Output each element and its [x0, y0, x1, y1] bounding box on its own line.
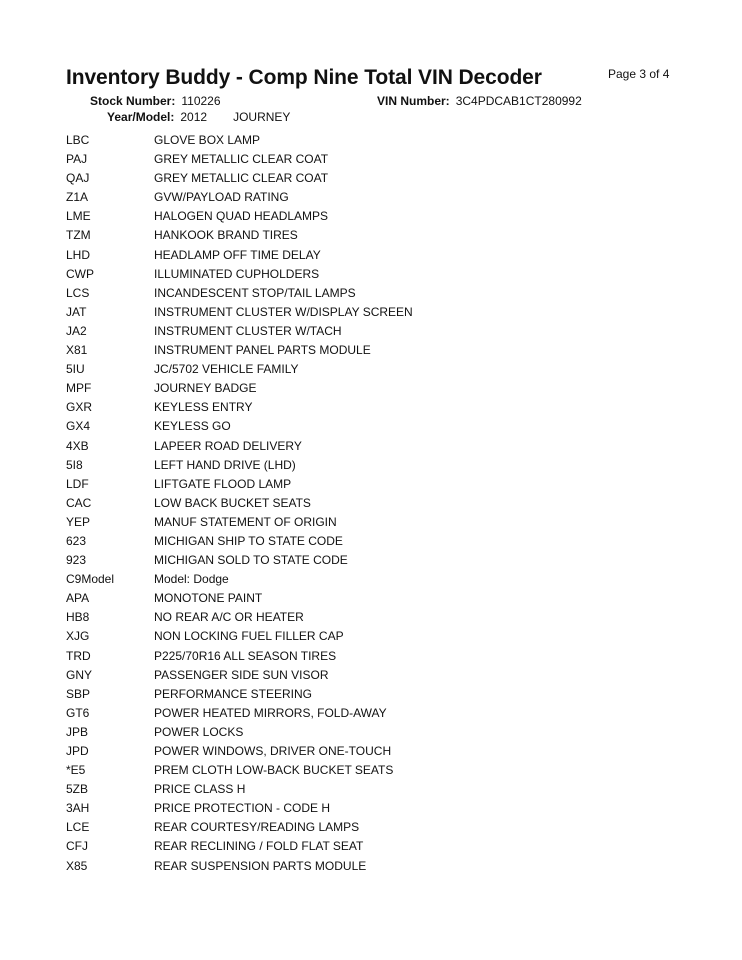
option-description: POWER HEATED MIRRORS, FOLD-AWAY: [154, 705, 387, 720]
vin-number-label: VIN Number:: [377, 94, 450, 108]
option-code: LBC: [66, 133, 90, 147]
option-code: TRD: [66, 648, 91, 663]
option-code: Z1A: [66, 190, 89, 205]
option-code-list: [66, 131, 413, 876]
list-item: [66, 341, 413, 360]
option-description: INSTRUMENT PANEL PARTS MODULE: [154, 343, 371, 358]
stock-number: [90, 94, 221, 108]
option-description: LAPEER ROAD DELIVERY: [154, 438, 302, 453]
list-item: [66, 818, 413, 837]
list-item: [66, 704, 413, 723]
year-model-label: Year/Model:: [107, 110, 175, 124]
option-description: HANKOOK BRAND TIRES: [154, 228, 298, 243]
option-code: LME: [66, 209, 91, 224]
option-description: PRICE PROTECTION - CODE H: [154, 801, 331, 816]
option-code: JAT: [66, 304, 87, 319]
option-code: GT6: [66, 705, 90, 720]
list-item: [66, 226, 413, 245]
option-description: INSTRUMENT CLUSTER W/TACH: [154, 323, 342, 338]
list-item: [66, 150, 413, 169]
option-code: HB8: [66, 610, 90, 625]
list-item: [66, 303, 413, 322]
list-item: [66, 666, 413, 685]
list-item: [66, 417, 413, 436]
list-item: [66, 456, 413, 475]
option-code: JPB: [66, 724, 89, 739]
option-description: JC/5702 VEHICLE FAMILY: [154, 362, 299, 377]
option-description: INSTRUMENT CLUSTER W/DISPLAY SCREEN: [154, 304, 413, 319]
list-item: [66, 513, 413, 532]
option-description: MICHIGAN SOLD TO STATE CODE: [154, 553, 348, 568]
list-item: [66, 761, 413, 780]
list-item: [66, 398, 413, 417]
list-item: [66, 799, 413, 818]
option-description: P225/70R16 ALL SEASON TIRES: [154, 648, 337, 663]
vin-number: [377, 94, 582, 108]
list-item: [66, 169, 413, 188]
option-code: 5I8: [66, 457, 83, 472]
vin-number-value: 3C4PDCAB1CT280992: [455, 94, 582, 108]
option-code: LCE: [66, 820, 90, 835]
option-code: 623: [66, 533, 87, 548]
list-item: [66, 131, 413, 150]
option-code: LCS: [66, 285, 90, 300]
option-description: Model: Dodge: [154, 572, 229, 587]
option-description: PASSENGER SIDE SUN VISOR: [154, 667, 329, 682]
option-code: 3AH: [66, 801, 90, 816]
list-item: [66, 360, 413, 379]
list-item: [66, 857, 413, 876]
option-description: PERFORMANCE STEERING: [154, 686, 313, 701]
option-code: 4XB: [66, 438, 89, 453]
option-description: PRICE CLASS H: [154, 782, 246, 797]
model-value: JOURNEY: [233, 110, 291, 124]
list-item: [66, 188, 413, 207]
option-description: POWER LOCKS: [154, 724, 244, 739]
page-number: Page 3 of 4: [608, 67, 670, 81]
option-description: MANUF STATEMENT OF ORIGIN: [154, 514, 337, 529]
option-description: LIFTGATE FLOOD LAMP: [154, 476, 292, 491]
option-description: HALOGEN QUAD HEADLAMPS: [154, 209, 329, 224]
option-description: POWER WINDOWS, DRIVER ONE-TOUCH: [154, 744, 392, 758]
list-item: [66, 742, 413, 761]
list-item: [66, 284, 413, 303]
document-title: Inventory Buddy - Comp Nine Total VIN Decoder: [66, 66, 542, 89]
option-code: TZM: [66, 228, 91, 243]
option-code: APA: [66, 591, 90, 606]
option-code: 5ZB: [66, 782, 89, 797]
list-item: [66, 589, 413, 608]
option-code: X85: [66, 858, 88, 873]
option-code: 5IU: [66, 362, 85, 377]
option-code: *E5: [66, 763, 86, 778]
option-description: KEYLESS GO: [154, 419, 231, 434]
option-code: 923: [66, 553, 87, 568]
list-item: [66, 647, 413, 666]
year-model: [107, 110, 290, 124]
option-code: GNY: [66, 667, 93, 682]
list-item: [66, 322, 413, 341]
list-item: [66, 551, 413, 570]
option-description: JOURNEY BADGE: [154, 381, 257, 396]
list-item: [66, 780, 413, 799]
option-code: CAC: [66, 495, 92, 510]
year-value: 2012: [180, 110, 208, 124]
option-description: MICHIGAN SHIP TO STATE CODE: [154, 533, 343, 548]
list-item: [66, 532, 413, 551]
option-code: CFJ: [66, 839, 88, 854]
option-description: NON LOCKING FUEL FILLER CAP: [154, 629, 344, 644]
option-code: QAJ: [66, 171, 90, 186]
option-code: PAJ: [66, 152, 88, 167]
option-description: MONOTONE PAINT: [154, 591, 263, 606]
list-item: [66, 627, 413, 646]
option-code: LDF: [66, 476, 89, 491]
option-description: LOW BACK BUCKET SEATS: [154, 495, 311, 510]
list-item: [66, 475, 413, 494]
option-code: CWP: [66, 266, 94, 281]
option-description: GREY METALLIC CLEAR COAT: [154, 152, 329, 167]
option-description: NO REAR A/C OR HEATER: [154, 610, 304, 625]
option-description: KEYLESS ENTRY: [154, 400, 253, 415]
list-item: [66, 723, 413, 742]
list-item: [66, 494, 413, 513]
option-code: XJG: [66, 629, 90, 644]
list-item: [66, 437, 413, 456]
option-code: GX4: [66, 419, 91, 434]
option-description: INCANDESCENT STOP/TAIL LAMPS: [154, 285, 356, 300]
option-code: JA2: [66, 323, 87, 338]
option-description: GREY METALLIC CLEAR COAT: [154, 171, 329, 186]
option-description: PREM CLOTH LOW-BACK BUCKET SEATS: [154, 763, 394, 778]
list-item: [66, 207, 413, 226]
list-item: [66, 246, 413, 265]
option-code: X81: [66, 343, 88, 358]
option-code: MPF: [66, 381, 92, 396]
list-item: [66, 570, 413, 589]
list-item: [66, 685, 413, 704]
option-description: GLOVE BOX LAMP: [154, 133, 261, 147]
option-description: LEFT HAND DRIVE (LHD): [154, 457, 296, 472]
list-item: [66, 608, 413, 627]
option-code: LHD: [66, 247, 91, 262]
list-item: [66, 379, 413, 398]
option-description: REAR COURTESY/READING LAMPS: [154, 820, 360, 835]
option-code: YEP: [66, 514, 91, 529]
option-description: GVW/PAYLOAD RATING: [154, 190, 289, 205]
option-code: JPD: [66, 744, 89, 758]
list-item: [66, 265, 413, 284]
stock-number-value: 110226: [181, 94, 221, 108]
option-description: HEADLAMP OFF TIME DELAY: [154, 247, 321, 262]
option-code: SBP: [66, 686, 91, 701]
option-description: ILLUMINATED CUPHOLDERS: [154, 266, 320, 281]
option-code: C9Model: [66, 572, 115, 587]
option-description: REAR SUSPENSION PARTS MODULE: [154, 858, 367, 873]
list-item: [66, 837, 413, 856]
option-description: REAR RECLINING / FOLD FLAT SEAT: [154, 839, 364, 854]
stock-number-label: Stock Number:: [90, 94, 176, 108]
option-code: GXR: [66, 400, 93, 415]
